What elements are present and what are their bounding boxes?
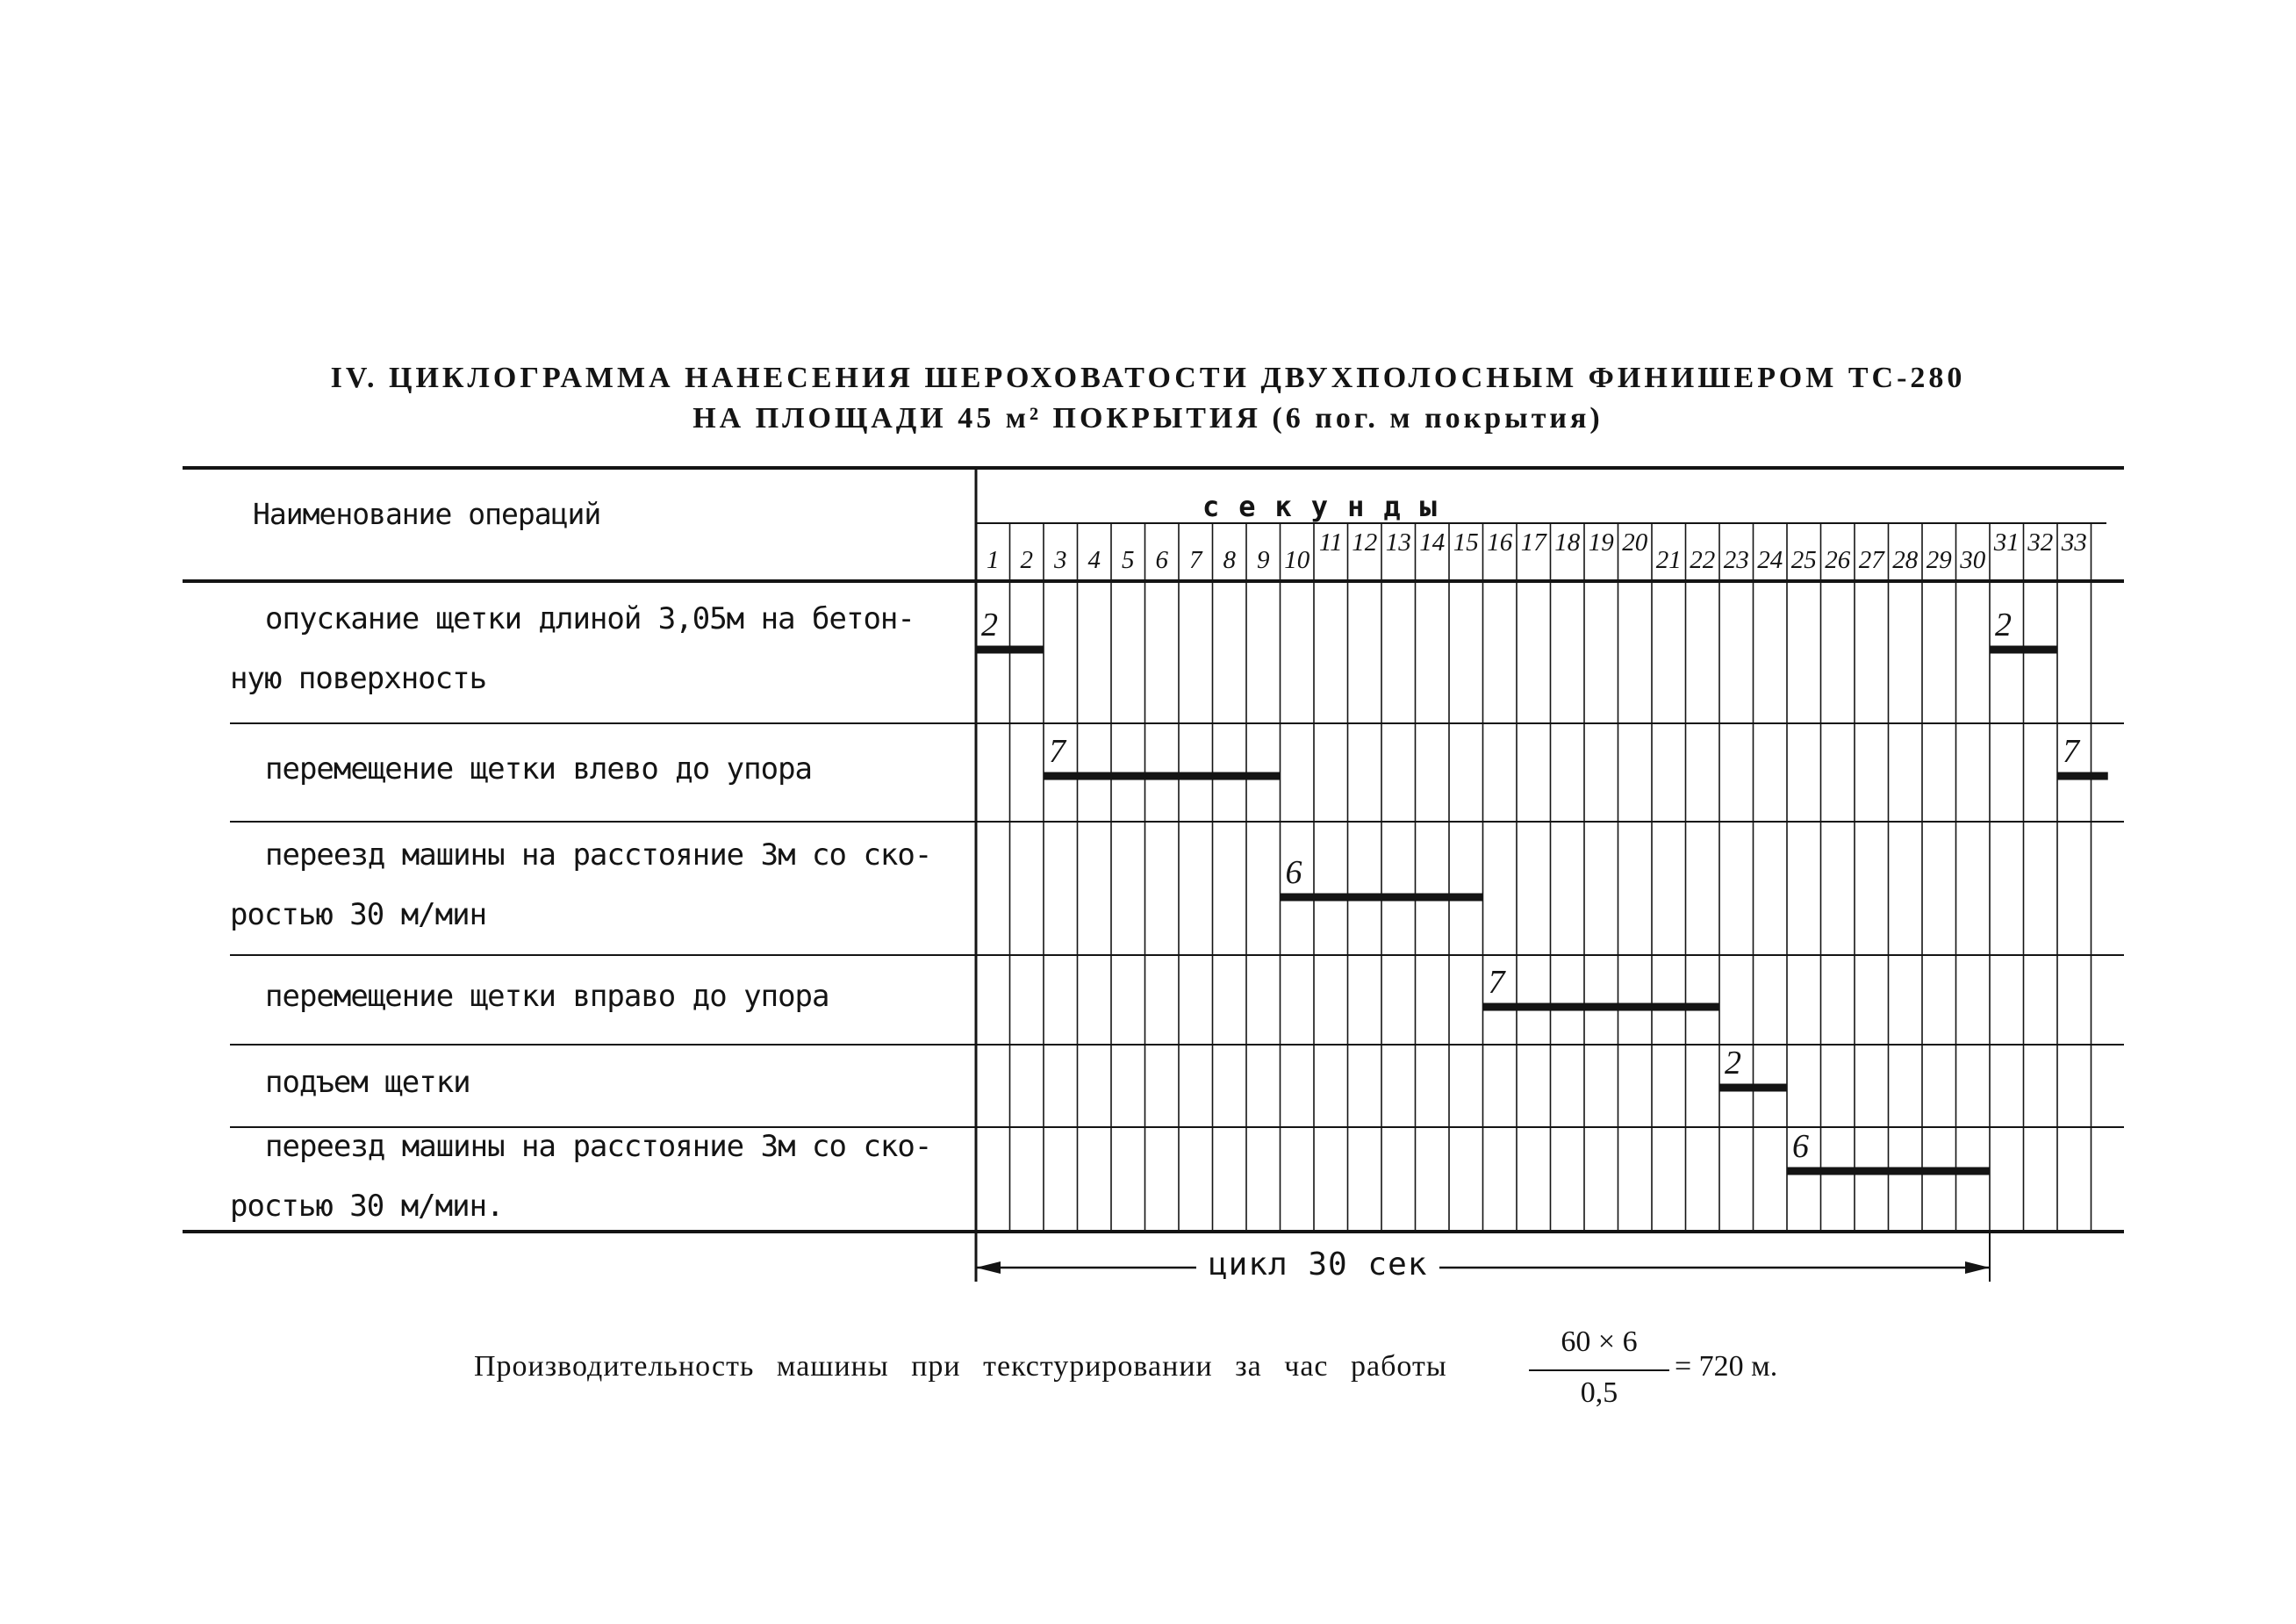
duration-label: 2 (1995, 607, 2012, 643)
second-number: 6 (1155, 546, 1168, 574)
second-number: 18 (1554, 528, 1581, 557)
second-number: 16 (1487, 528, 1513, 557)
second-number: 19 (1588, 528, 1614, 557)
second-number: 29 (1926, 546, 1952, 574)
second-number: 5 (1122, 546, 1135, 574)
operation-line: переезд машины на расстояние 3м со ско- (265, 1128, 932, 1164)
productivity-formula (0, 1326, 2296, 1422)
operation-line: перемещение щетки вправо до упора (265, 979, 829, 1014)
second-number: 22 (1690, 546, 1716, 574)
second-number: 23 (1723, 546, 1749, 574)
second-number: 14 (1419, 528, 1446, 557)
operation-line: перемещение щетки влево до упора (265, 751, 813, 787)
second-number: 15 (1453, 528, 1479, 557)
second-number: 27 (1858, 546, 1884, 574)
second-number: 3 (1054, 546, 1067, 574)
document-title-line2: НА ПЛОЩАДИ 45 м² ПОКРЫТИЯ (6 пог. м покрытия) (692, 402, 1604, 435)
second-number: 4 (1087, 546, 1101, 574)
arrowhead-right (1965, 1261, 1990, 1274)
fraction-bar (1529, 1369, 1669, 1371)
formula-result: = 720 м. (1675, 1350, 1778, 1383)
operation-name (230, 825, 936, 945)
duration-label: 7 (2063, 733, 2079, 770)
operation-line: ную поверхность (230, 661, 487, 696)
operations-column-header: Наименование операций (253, 497, 601, 531)
duration-label: 6 (1285, 854, 1302, 891)
operation-name (230, 966, 936, 1026)
formula-denominator: 0,5 (1580, 1376, 1618, 1409)
second-number: 11 (1318, 528, 1343, 557)
cycle-label: цикл 30 сек (1196, 1247, 1439, 1283)
second-number: 32 (2027, 528, 2054, 557)
second-number: 24 (1757, 546, 1783, 574)
operation-line: ростью 30 м/мин. (230, 1188, 504, 1224)
formula-text: Производительность машины при текстурировании за час работы (474, 1350, 1447, 1383)
second-number: 25 (1790, 546, 1817, 574)
second-number: 13 (1385, 528, 1411, 557)
formula-numerator: 60 × 6 (1561, 1326, 1638, 1358)
operation-name (230, 739, 936, 799)
duration-label: 2 (1725, 1045, 1741, 1081)
second-number: 26 (1825, 546, 1851, 574)
document-title-line1: IV. ЦИКЛОГРАММА НАНЕСЕНИЯ ШЕРОХОВАТОСТИ ДВУХПОЛОСНЫМ ФИНИШЕРОМ ТС-280 (330, 362, 1966, 394)
duration-label: 7 (1488, 964, 1505, 1001)
second-number: 7 (1189, 546, 1202, 574)
second-number: 8 (1223, 546, 1236, 574)
arrowhead-left (976, 1261, 1001, 1274)
second-number: 2 (1020, 546, 1033, 574)
second-number: 17 (1520, 528, 1546, 557)
second-number: 12 (1352, 528, 1378, 557)
operation-name (230, 1053, 936, 1112)
second-number: 28 (1892, 546, 1919, 574)
duration-label: 7 (1049, 733, 1065, 770)
operation-name (230, 1117, 936, 1236)
duration-label: 6 (1792, 1128, 1809, 1165)
second-number: 33 (2061, 528, 2087, 557)
second-number: 31 (1993, 528, 2020, 557)
operation-line: подъем щетки (265, 1065, 470, 1100)
operation-line: переезд машины на расстояние 3м со ско- (265, 837, 932, 873)
second-number: 1 (987, 546, 1000, 574)
second-number: 10 (1284, 546, 1310, 574)
operation-line: опускание щетки длиной 3,05м на бетон- (265, 601, 915, 636)
second-number: 9 (1257, 546, 1270, 574)
operation-line: ростью 30 м/мин (230, 897, 487, 932)
operation-name (230, 589, 936, 708)
second-number: 21 (1655, 546, 1682, 574)
second-number: 30 (1960, 546, 1986, 574)
seconds-header: секунды (1202, 490, 1456, 523)
duration-label: 2 (981, 607, 998, 643)
second-number: 20 (1622, 528, 1648, 557)
